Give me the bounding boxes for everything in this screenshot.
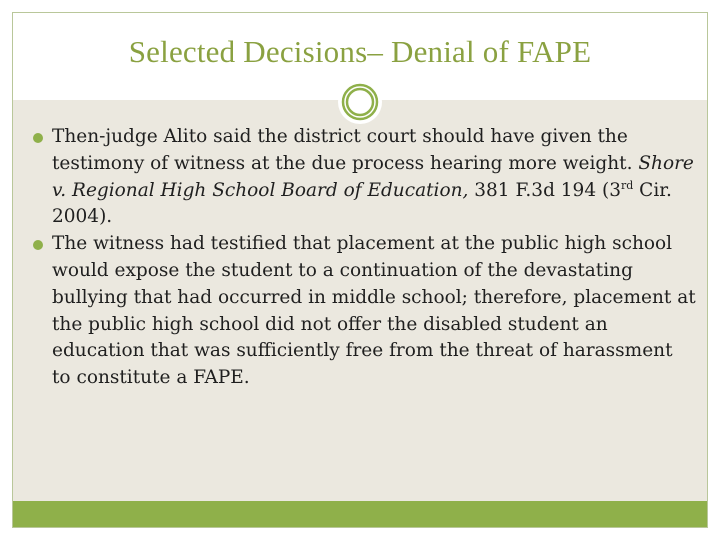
slide-title: Selected Decisions– Denial of FAPE xyxy=(128,34,592,69)
footer-bar xyxy=(13,501,707,527)
bullet-item-1 xyxy=(32,124,696,231)
ornament-background xyxy=(338,80,382,124)
bullet-marker-icon xyxy=(33,240,43,250)
bullet-text: Then-judge Alito said the district court should have given the testimony of witness at the due process hearing more weight. xyxy=(52,126,639,174)
ordinal-superscript: rd xyxy=(620,178,634,192)
case-name: Shore v. Regional High School Board of Education, xyxy=(52,152,694,201)
citation-end: Cir. 2004). xyxy=(52,179,672,228)
bullet-marker-icon xyxy=(33,133,43,143)
case-citation: 381 F.3d 194 (3 xyxy=(468,179,621,201)
bullet-item-2 xyxy=(32,231,696,392)
concentric-circle-icon xyxy=(336,78,384,126)
bullet-list xyxy=(32,124,696,392)
bullet-text: The witness had testified that placement at the public high school would expose the student to a continuation of the devastating bullying that had occurred in middle school; therefore, placement at the public high school did not offer the disabled student an education that was sufficiently free from the threat of harassment to constitute a FAPE. xyxy=(52,233,696,389)
